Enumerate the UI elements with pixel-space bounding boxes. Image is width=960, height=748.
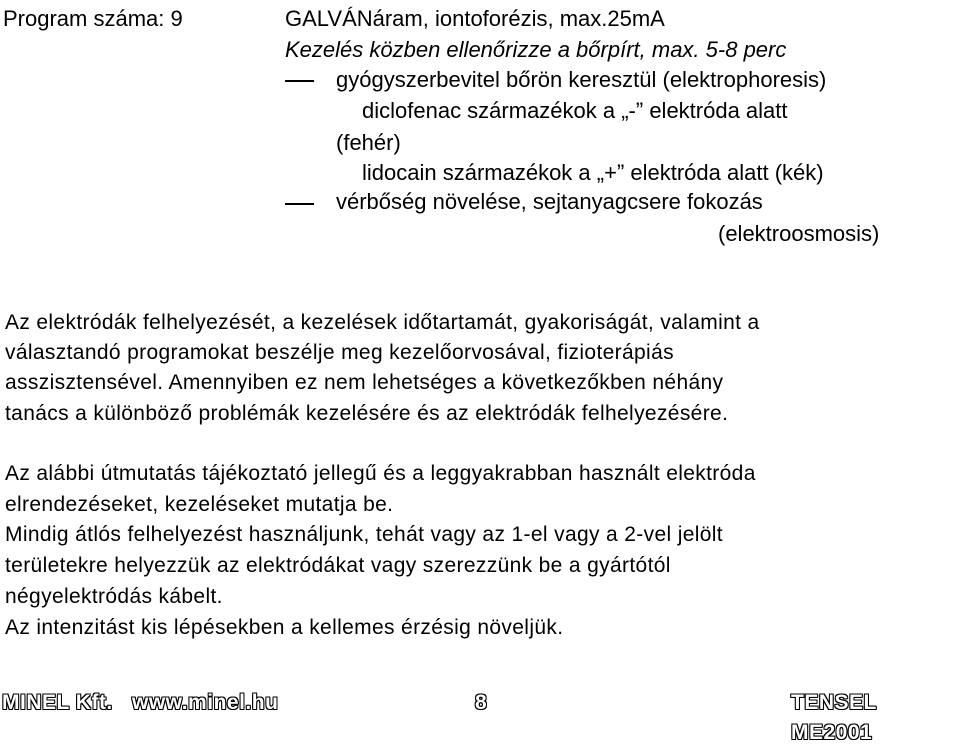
paragraph2-line-5: négyelektródás kábelt. [5,585,223,608]
program-note: Kezelés közben ellenőrizze a bőrpírt, max. 5-8 perc [285,37,787,62]
footer-product: TENSEL ME2001 [791,691,877,744]
bullet-dash-2 [285,203,314,205]
program-item-5: vérbőség növelése, sejtanyagcsere fokozás [336,189,763,214]
footer-company: MINEL Kft. [2,691,113,714]
paragraph1-line-1: Az elektródák felhelyezését, a kezelések időtartamát, gyakoriságát, valamint a [5,311,760,334]
program-item-2: diclofenac származékok a „-” elektróda alatt [362,98,788,123]
paragraph2-line-1: Az alábbi útmutatás tájékoztató jellegű és a leggyakrabban használt elektróda [5,462,756,485]
paragraph1-line-2: választandó programokat beszélje meg kezelőorvosával, fizioterápiás [5,341,674,364]
paragraph1-line-4: tanács a különböző problémák kezelésére és az elektródák felhelyezésére. [5,402,729,425]
paragraph2-line-3: Mindig átlós felhelyezést használjunk, tehát vagy az 1-el vagy a 2-vel jelölt [5,523,723,546]
paragraph2-line-2: elrendezéseket, kezeléseket mutatja be. [5,493,394,516]
paragraph2-line-6: Az intenzitást kis lépésekben a kellemes érzésig növeljük. [5,616,564,639]
paragraph1-line-3: asszisztensével. Amennyiben ez nem lehetséges a következőkben néhány [5,371,724,394]
footer-website: www.minel.hu [132,691,279,714]
program-title: GALVÁNáram, iontoforézis, max.25mA [285,6,665,31]
program-item-6: (elektroosmosis) [718,221,880,246]
bullet-dash-1 [285,80,314,82]
paragraph2-line-4: területekre helyezzük az elektródákat vagy szerezzünk be a gyártótól [5,554,671,577]
program-item-4: lidocain származékok a „+” elektróda alatt (kék) [362,160,824,185]
program-item-1: gyógyszerbevitel bőrön keresztül (elektrophoresis) [336,67,827,92]
footer-page-number: 8 [475,691,488,714]
program-item-3: (fehér) [336,130,401,155]
program-number-label: Program száma: 9 [3,6,183,31]
